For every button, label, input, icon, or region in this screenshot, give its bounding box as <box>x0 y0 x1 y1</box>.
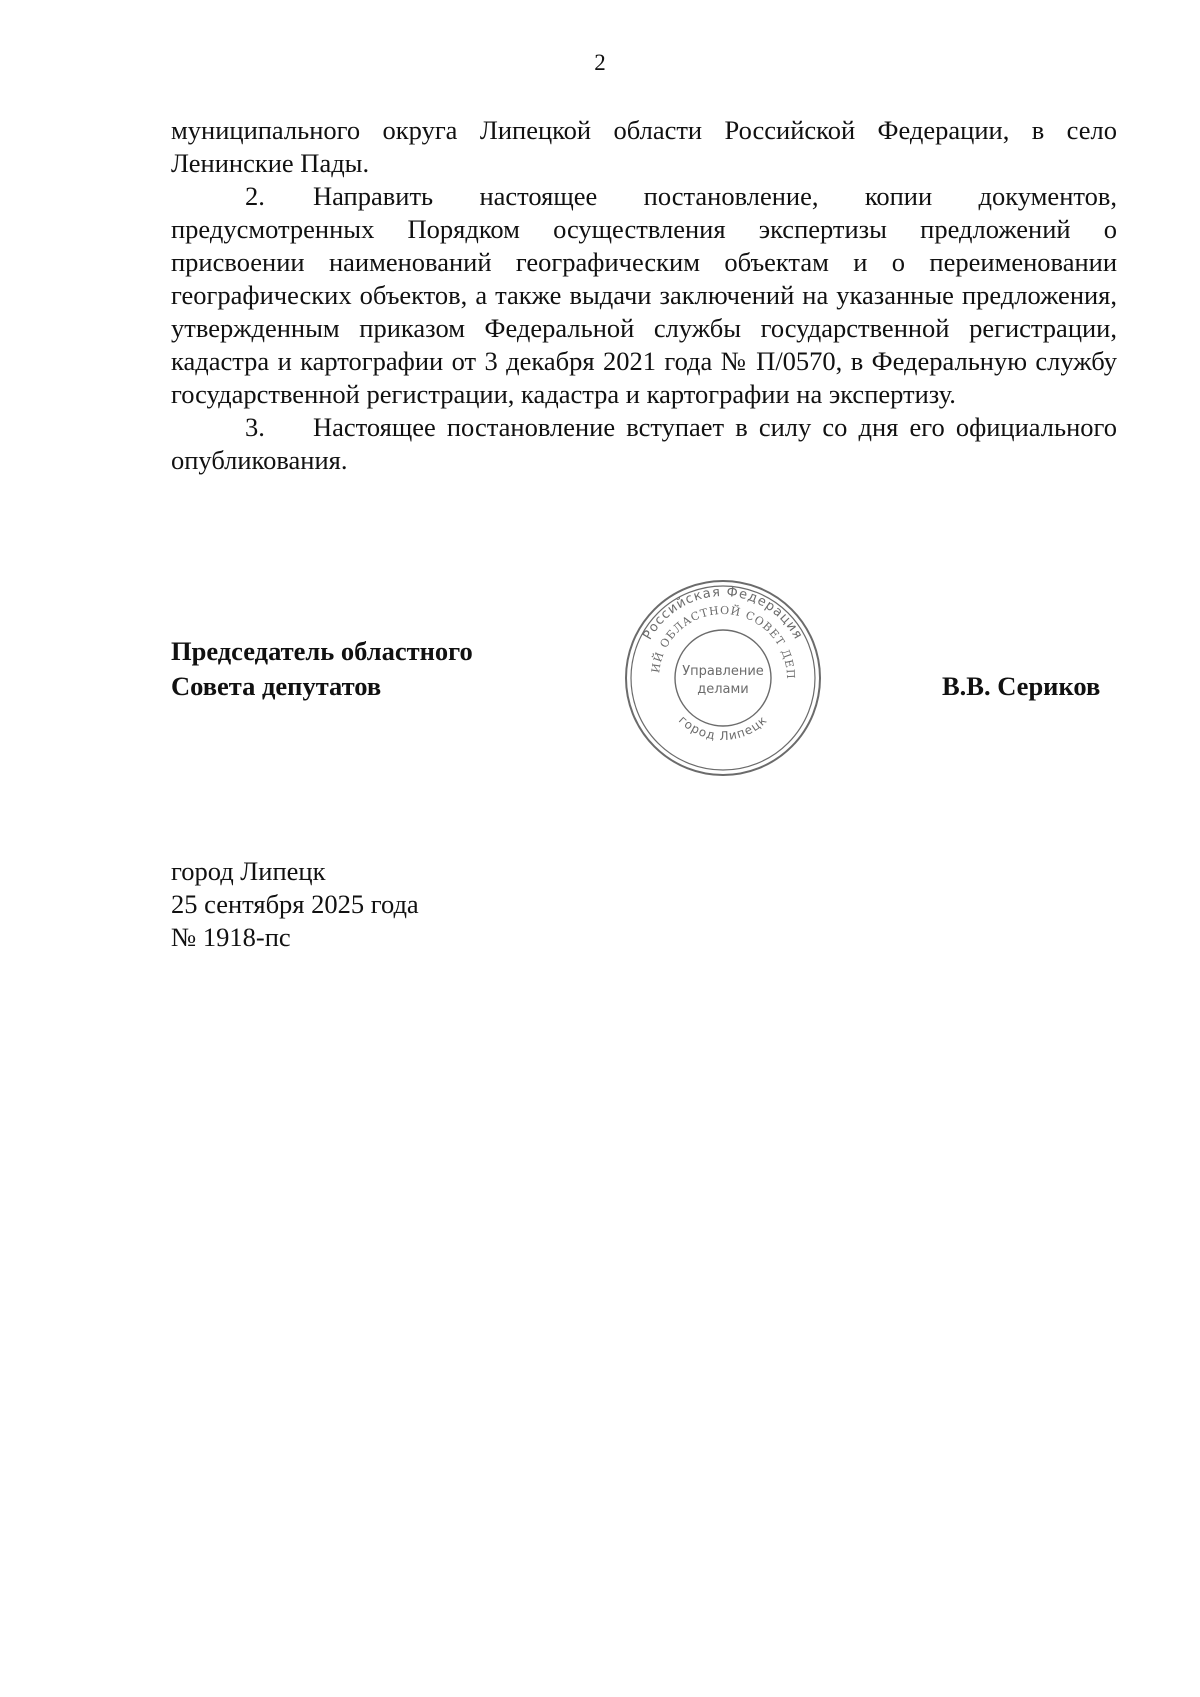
paragraph-2-text: Направить настоящее постановление, копии документов, предусмотренных Порядком осуществления экспертизы предложений о присвоении наименований географическим объектам и о переименовании географических объектов, а также выдачи заключений на указанные предложения, утвержденным приказом Федеральной службы государственной регистрации, кадастра и картографии от 3 декабря 2021 года № П/0570, в Федеральную службу государственной регистрации, кадастра и картографии на экспертизу. <box>171 181 1117 409</box>
stamp-bottom-text: город Липецк <box>675 712 771 744</box>
footer-date: 25 сентября 2025 года <box>171 889 419 919</box>
stamp-center-line-1: Управление <box>682 664 764 679</box>
paragraph-3 <box>171 411 1117 477</box>
paragraph-1: муниципального округа Липецкой области Российской Федерации, в село Ленинские Пады. <box>171 115 1117 178</box>
footer-number: № 1918-пс <box>171 922 291 952</box>
paragraph-3-number: 3. <box>245 412 265 442</box>
document-footer <box>171 855 419 954</box>
stamp-center-line-2: делами <box>697 682 749 697</box>
signatory-position <box>171 634 473 704</box>
signatory-position-line-1: Председатель областного <box>171 636 473 666</box>
paragraph-2-number: 2. <box>245 181 265 211</box>
stamp-outer-text: Российская Федерация <box>640 584 806 643</box>
svg-text:город Липецк <box>676 713 770 743</box>
stamp-icon <box>623 578 823 778</box>
paragraph-3-text: Настоящее постановление вступает в силу со дня его официального опубликования. <box>171 412 1117 475</box>
official-stamp <box>623 578 823 778</box>
paragraph-2 <box>171 180 1117 411</box>
signatory-position-line-2: Совета депутатов <box>171 671 382 701</box>
document-body <box>171 114 1117 477</box>
stamp-inner-text: ИЙ ОБЛАСТНОЙ СОВЕТ ДЕП <box>649 603 798 680</box>
signatory-name: В.В. Сериков <box>942 671 1101 701</box>
footer-city: город Липецк <box>171 856 326 886</box>
page-number: 2 <box>594 50 606 75</box>
